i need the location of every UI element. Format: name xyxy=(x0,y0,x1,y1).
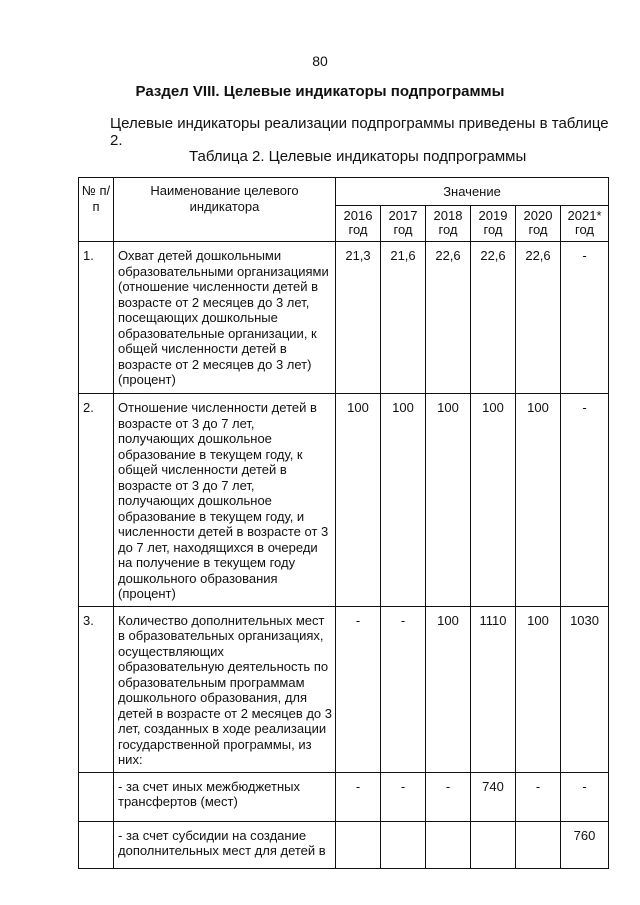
value-cell: 21,3 xyxy=(336,242,381,394)
table-caption: Таблица 2. Целевые индикаторы подпрограммы xyxy=(189,148,527,165)
value-cell: 100 xyxy=(381,394,426,607)
value-cell xyxy=(336,821,381,868)
value-cell: 100 xyxy=(471,394,516,607)
value-cell xyxy=(471,821,516,868)
row-num xyxy=(79,772,114,821)
header-year: 2017 год xyxy=(381,206,426,242)
value-cell: 22,6 xyxy=(426,242,471,394)
value-cell: 760 xyxy=(561,821,609,868)
value-cell: 100 xyxy=(516,394,561,607)
row-num: 2. xyxy=(79,394,114,607)
header-name: Наименование целевого индикатора xyxy=(114,178,336,242)
value-cell xyxy=(426,821,471,868)
value-cell: - xyxy=(561,772,609,821)
value-cell: - xyxy=(561,394,609,607)
header-year: 2019 год xyxy=(471,206,516,242)
indicator-name: - за счет иных межбюджетных трансфертов (мест) xyxy=(114,772,336,821)
table-row xyxy=(79,772,609,821)
row-num: 1. xyxy=(79,242,114,394)
value-cell: 1030 xyxy=(561,606,609,772)
value-cell: 100 xyxy=(516,606,561,772)
value-cell: 100 xyxy=(426,606,471,772)
header-value: Значение xyxy=(336,178,609,206)
value-cell: - xyxy=(336,606,381,772)
value-cell xyxy=(516,821,561,868)
header-year: 2020 год xyxy=(516,206,561,242)
value-cell: 1110 xyxy=(471,606,516,772)
value-cell: - xyxy=(561,242,609,394)
indicator-name: Отношение численности детей в возрасте от 3 до 7 лет, получающих дошкольное образование в текущем году, к общей численности детей в возрасте от 3 до 7 лет, получающих дошкольное образование в текущем году, и численности детей в возрасте от 3 до 7 лет, находящихся в очереди на получение в текущем году дошкольного образования (процент) xyxy=(114,394,336,607)
indicator-name: Количество дополнительных мест в образовательных организациях, осуществляющих образовательную деятельность по образовательным программам дошкольного образования, для детей в возрасте от 2 месяцев до 3 лет, созданных в ходе реализации государственной программы, из них: xyxy=(114,606,336,772)
indicator-name: Охват детей дошкольными образовательными организациями (отношение численности детей в возрасте от 2 месяцев до 3 лет, посещающих дошкольные образовательные организации, к общей численности детей в возрасте от 2 месяцев до 3 лет) (процент) xyxy=(114,242,336,394)
value-cell: 22,6 xyxy=(516,242,561,394)
indicator-name: - за счет субсидии на создание дополнительных мест для детей в xyxy=(114,821,336,868)
value-cell: - xyxy=(381,606,426,772)
value-cell: - xyxy=(516,772,561,821)
value-cell: - xyxy=(336,772,381,821)
value-cell: 740 xyxy=(471,772,516,821)
header-year: 2021* год xyxy=(561,206,609,242)
header-num: № п/п xyxy=(79,178,114,242)
value-cell: 100 xyxy=(336,394,381,607)
value-cell: 100 xyxy=(426,394,471,607)
indicators-table xyxy=(78,177,609,869)
row-num: 3. xyxy=(79,606,114,772)
value-cell: - xyxy=(381,772,426,821)
table-row xyxy=(79,394,609,607)
table-row xyxy=(79,606,609,772)
table-row xyxy=(79,242,609,394)
header-year: 2018 год xyxy=(426,206,471,242)
value-cell: 22,6 xyxy=(471,242,516,394)
page-number: 80 xyxy=(312,53,328,69)
row-num xyxy=(79,821,114,868)
header-year: 2016 год xyxy=(336,206,381,242)
intro-paragraph: Целевые индикаторы реализации подпрограммы приведены в таблице 2. xyxy=(110,115,609,149)
table-row xyxy=(79,821,609,868)
value-cell xyxy=(381,821,426,868)
section-title: Раздел VIII. Целевые индикаторы подпрограммы xyxy=(135,83,505,100)
value-cell: 21,6 xyxy=(381,242,426,394)
value-cell: - xyxy=(426,772,471,821)
